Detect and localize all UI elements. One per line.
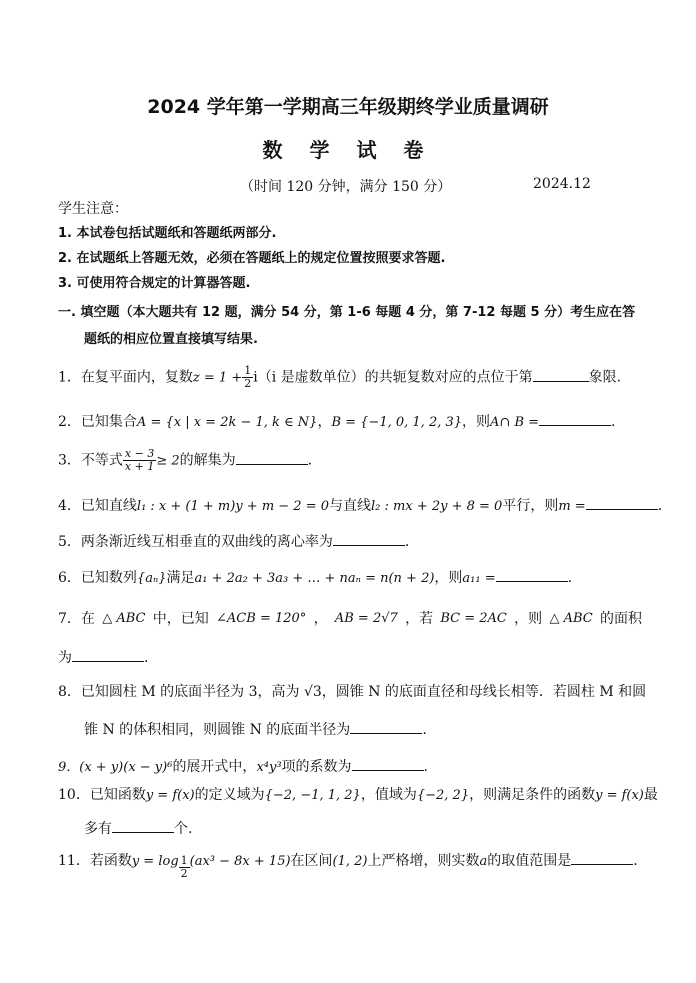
answer-blank-7[interactable]	[72, 647, 144, 662]
question-7-line2: 为 .	[58, 647, 648, 667]
question-6: 6．已知数列{aₙ}满足a₁ + 2a₂ + 3a₃ + … + naₙ = n(n + 2)，则a₁₁ = .	[58, 567, 648, 588]
question-2: 2．已知集合A = {x | x = 2k − 1, k ∈ N}，B = {−1, 0, 1, 2, 3}，则A∩ B = .	[58, 411, 648, 432]
question-7-line1: 7．在 △ ABC 中，已知 ∠ACB = 120° ， AB = 2√7 ，若 BC = 2AC ，则 △ ABC 的面积	[58, 611, 642, 627]
answer-blank-11[interactable]	[571, 850, 633, 865]
answer-blank-10[interactable]	[112, 818, 174, 833]
exam-subtitle: 数 学 试 卷	[262, 138, 434, 162]
notice-item-3: 3. 可使用符合规定的计算器答题.	[58, 276, 251, 291]
answer-blank-2[interactable]	[539, 411, 611, 426]
question-1: 1．在复平面内，复数z = 1 + $\frac{1}{2}$ i（i 是虚数单位）的共轭复数对应的点位于第 象限.	[58, 364, 622, 390]
question-10-line1: 10．已知函数y = f(x)的定义域为{−2, −1, 1, 2}，值域为{−2, 2}，则满足条件的函数y = f(x)最	[58, 787, 658, 803]
log-base-fraction: $\frac{1}{2}$	[180, 854, 188, 880]
time-note: （时间 120 分钟，满分 150 分）	[240, 179, 452, 195]
answer-blank-5[interactable]	[333, 531, 405, 546]
fraction: $\frac{x - 3}{x + 1}$	[124, 447, 155, 473]
answer-blank-6[interactable]	[496, 567, 568, 582]
exam-title: 2024 学年第一学期高三年级期终学业质量调研	[147, 96, 549, 118]
section1-instructions-line1: 一. 填空题（本大题共有 12 题，满分 54 分，第 1-6 每题 4 分，第 7-12 每题 5 分）考生应在答	[58, 305, 636, 320]
question-7	[58, 610, 648, 628]
question-4: 4．已知直线l₁ : x + (1 + m)y + m − 2 = 0与直线l₂ : mx + 2y + 8 = 0平行，则m = .	[58, 495, 648, 516]
answer-blank-3[interactable]	[236, 450, 308, 465]
question-8-line2: 锥 N 的体积相同，则圆锥 N 的底面半径为 .	[84, 719, 674, 739]
question-5: 5．两条渐近线互相垂直的双曲线的离心率为 .	[58, 531, 648, 551]
answer-blank-4[interactable]	[586, 495, 658, 510]
notice-heading: 学生注意：	[58, 201, 128, 217]
answer-blank-8[interactable]	[350, 719, 422, 734]
notice-item-2: 2. 在试题纸上答题无效，必须在答题纸上的规定位置按照要求答题.	[58, 251, 446, 266]
exam-date: 2024.12	[533, 176, 591, 192]
question-8-line1: 8．已知圆柱 M 的底面半径为 3，高为 √3，圆锥 N 的底面直径和母线长相等．若圆柱 M 和圆	[58, 684, 647, 700]
question-11: 11．若函数y = log $\frac{1}{2}$ (ax³ − 8x + 15)在区间(1, 2)上严格增，则实数a的取值范围是 .	[58, 850, 648, 880]
answer-blank-1[interactable]	[533, 367, 589, 382]
question-9: 9．(x + y)(x − y)⁶的展开式中，x⁴y³项的系数为 .	[58, 756, 648, 777]
answer-blank-9[interactable]	[352, 756, 424, 771]
question-3: 3．不等式 $\frac{x - 3}{x + 1}$ ≥ 2的解集为 .	[58, 447, 313, 473]
section1-instructions-line2: 题纸的相应位置直接填写结果.	[84, 332, 258, 347]
question-10-line2: 多有 个.	[84, 818, 674, 838]
fraction: $\frac{1}{2}$	[244, 364, 252, 390]
notice-item-1: 1. 本试卷包括试题纸和答题纸两部分.	[58, 226, 277, 241]
